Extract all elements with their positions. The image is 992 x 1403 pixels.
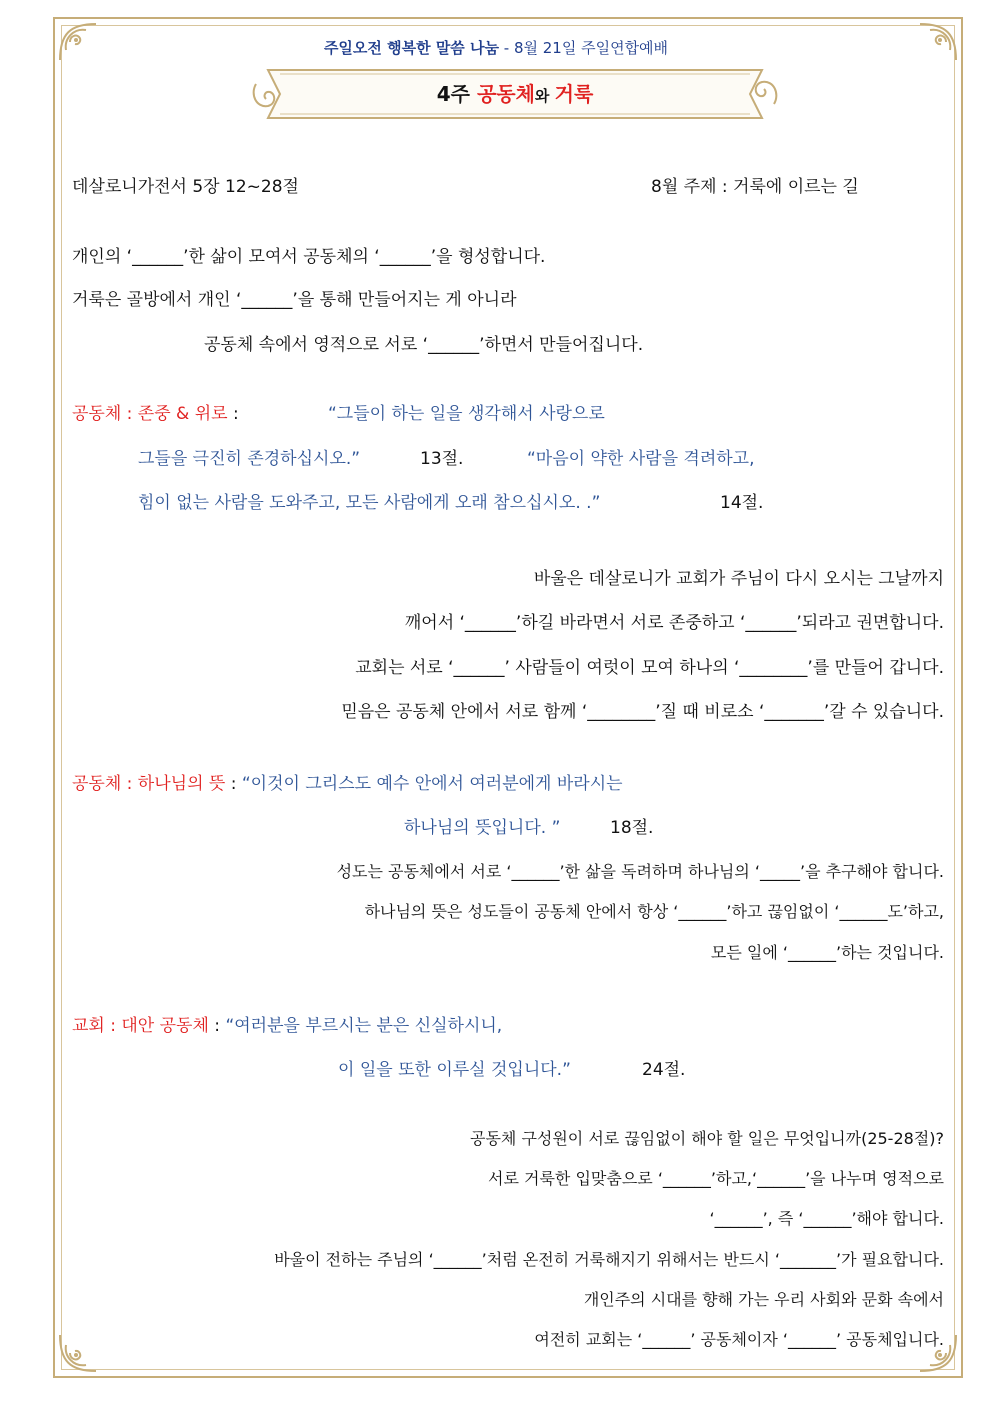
body-line: ‘______’, 즉 ‘______’해야 합니다. — [709, 1209, 944, 1228]
colon: : — [227, 404, 239, 424]
body-line: 바울은 데살로니가 교회가 주님이 다시 오시는 그날까지 — [533, 569, 944, 589]
section-heading — [72, 772, 623, 796]
body-line: 깨어서 ‘______’하길 바라면서 서로 존중하고 ‘______’되라고 권면합니다. — [404, 613, 944, 633]
verse-text: “그들이 하는 일을 생각해서 사랑으로 — [328, 404, 605, 424]
verse-text: 하나님의 뜻입니다. ” — [404, 818, 561, 838]
body-line: 서로 거룩한 입맞춤으로 ‘______’하고,‘______’을 나누며 영적으로 — [488, 1169, 944, 1188]
section-title: 공동체 : 존중 & 위로 — [72, 404, 228, 424]
verse-text: “마음이 약한 사람을 격려하고, — [527, 449, 755, 469]
section-title: 공동체 : 하나님의 뜻 — [72, 774, 226, 794]
body-line: 바울이 전하는 주님의 ‘______’처럼 온전히 거룩해지기 위해서는 반드시 ‘_______’가 필요합니다. — [274, 1250, 944, 1269]
intro-line: 거룩은 골방에서 개인 ‘______’을 통해 만들어지는 게 아니라 — [72, 290, 517, 310]
body-line: 모든 일에 ‘______’하는 것입니다. — [710, 943, 944, 962]
verse-text: 힘이 없는 사람을 도와주고, 모든 사람에게 오래 참으십시오. .” — [138, 493, 601, 513]
section-heading — [72, 402, 239, 426]
corner-ornament-icon — [56, 1331, 100, 1375]
body-line: 개인주의 시대를 향해 가는 우리 사회와 문화 속에서 — [583, 1290, 944, 1309]
body-line: 교회는 서로 ‘______’ 사람들이 여럿이 모여 하나의 ‘________’를 만들어 갑니다. — [355, 658, 944, 678]
page-header — [0, 36, 992, 60]
body-line: 하나님의 뜻은 성도들이 공동체 안에서 항상 ‘______’하고 끊임없이 ‘______도’하고, — [364, 902, 944, 921]
title-word-community: 공동체 — [476, 82, 535, 106]
verse-reference: 13절. — [420, 449, 464, 469]
week-number: 4주 — [436, 82, 477, 106]
verse-text: 그들을 극진히 존경하십시오.” — [138, 449, 361, 469]
header-date: - 8월 21일 주일연합예배 — [499, 39, 669, 57]
body-line: 믿음은 공동체 안에서 서로 함께 ‘________’질 때 비로소 ‘_______’갈 수 있습니다. — [341, 702, 944, 722]
intro-line: 개인의 ‘______’한 삶이 모여서 공동체의 ‘______’을 형성합니다. — [72, 247, 546, 267]
section-heading — [72, 1014, 502, 1038]
verse-reference: 24절. — [642, 1060, 686, 1080]
scripture-reference: 데살로니가전서 5장 12~28절 — [72, 177, 299, 197]
week-title — [250, 78, 780, 107]
monthly-theme: 8월 주제 : 거룩에 이르는 길 — [651, 177, 859, 197]
section-title: 교회 : 대안 공동체 — [72, 1016, 209, 1036]
body-line: 여전히 교회는 ‘______’ 공동체이자 ‘______’ 공동체입니다. — [534, 1330, 944, 1349]
colon: : — [225, 774, 242, 794]
title-conjunction: 와 — [534, 87, 555, 105]
title-word-holiness: 거룩 — [554, 82, 594, 106]
header-title: 주일오전 행복한 말씀 나눔 — [323, 39, 499, 57]
colon: : — [208, 1016, 226, 1036]
verse-text: “여러분을 부르시는 분은 신실하시니, — [225, 1016, 503, 1036]
verse-reference: 18절. — [610, 818, 654, 838]
body-line: 성도는 공동체에서 서로 ‘______’한 삶을 독려하며 하나님의 ‘_____’을 추구해야 합니다. — [336, 862, 944, 881]
intro-line: 공동체 속에서 영적으로 서로 ‘______’하면서 만들어집니다. — [204, 335, 644, 355]
verse-reference: 14절. — [720, 493, 764, 513]
verse-text: 이 일을 또한 이루실 것입니다.” — [338, 1060, 571, 1080]
body-line: 공동체 구성원이 서로 끊임없이 해야 할 일은 무엇입니까(25-28절)? — [469, 1129, 944, 1148]
verse-text: “이것이 그리스도 예수 안에서 여러분에게 바라시는 — [241, 774, 623, 794]
